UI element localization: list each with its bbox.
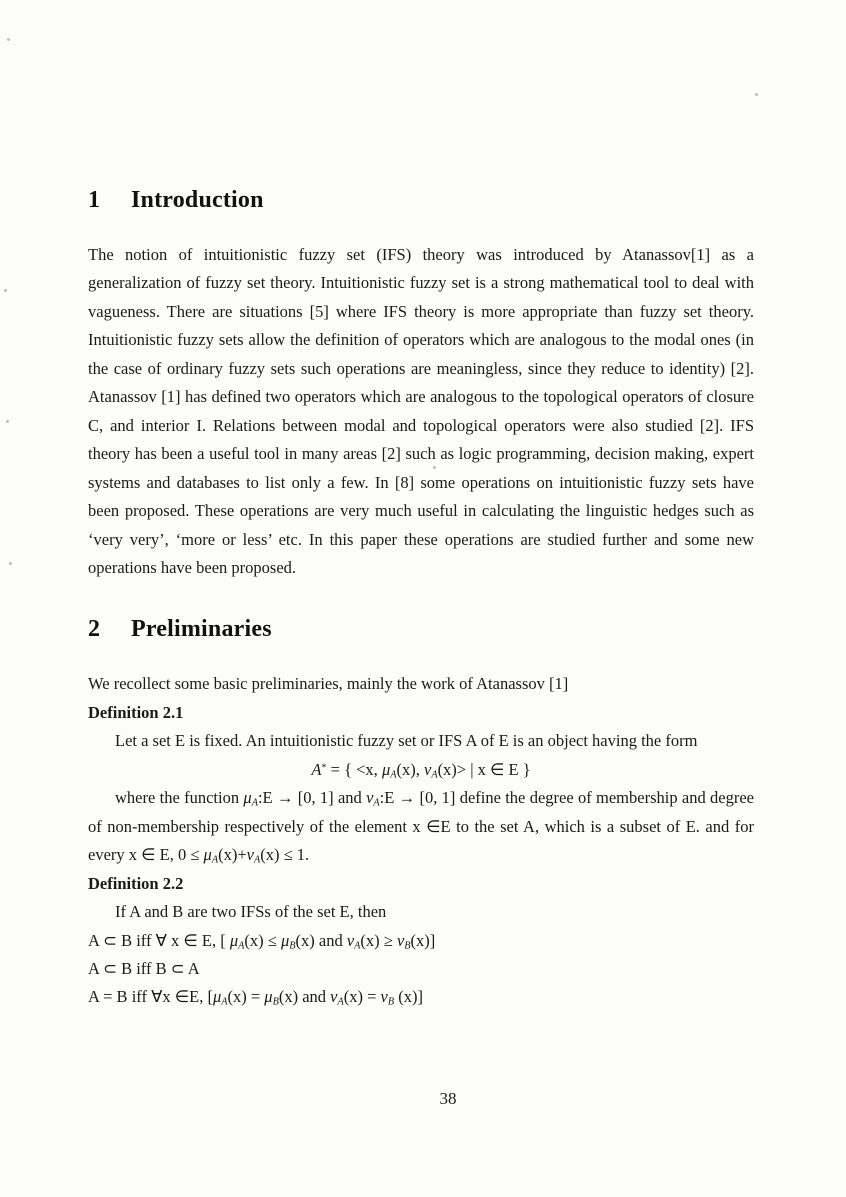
section-1-heading (88, 186, 754, 214)
subset-condition-formula: A ⊂ B iff ∀ x ∈ E, [ $\mu_A(x) \le \mu_B(x)$ and $\nu_A(x) \ge \nu_B(x)$] (88, 930, 436, 952)
introduction-paragraph: The notion of intuitionistic fuzzy set (IFS) theory was introduced by Atanassov[1] as a generalization of fuzzy set theory. Intuitionistic fuzzy set is a strong mathematical tool to deal with vagueness. There are situations [5] where IFS theory is more appropriate than fuzzy set theory. Intuitionistic fuzzy sets allow the definition of operators which are analogous to the modal ones (in the case of ordinary fuzzy sets such operations are meaningless, since they reduce to identity) [2]. Atanassov [1] has defined two operators which are analogous to the topological operators of closure C, and interior I. Relations between modal and topological operators were also studied [2]. IFS theory has been a useful tool in many areas [2] such as logic programming, decision making, expert systems and databases to list only a few. In [8] some operations on intuitionistic fuzzy sets have been proposed. These operations are very much useful in calculating the linguistic hedges such as ‘very very’, ‘more or less’ etc. In this paper these operations are studied further and some new operations have been proposed. (88, 245, 754, 577)
ifs-set-formula: A* = { <x, $\mu_A(x)$, $\nu_A(x)>$ | x ∈ E } (311, 759, 531, 781)
scan-speck (755, 93, 758, 96)
scan-speck (7, 38, 10, 41)
section-1-title: Introduction (131, 187, 264, 213)
scan-speck (433, 466, 436, 469)
scan-speck (6, 420, 9, 423)
membership-function-paragraph: where the function $\mu_A:E \to [0$, 1] and $\nu_A:E \to [0$, 1] define the degree of membership and degree of non-membership respectively of the element x ∈E to the set A, which is a subset of E. and for every x ∈ E, $0 \le \mu_A(x)+\nu_A(x) \le 1$. (88, 788, 754, 866)
text-column (88, 0, 754, 1012)
definition-2-2-intro: If A and B are two IFSs of the set E, then (115, 902, 387, 922)
superset-condition-formula: A ⊂ B iff B ⊂ A (88, 958, 200, 978)
page-number: 38 (439, 1089, 457, 1108)
definition-2-2-heading: Definition 2.2 (88, 873, 184, 893)
equality-condition-formula: A = B iff ∀x ∈E, [$\mu_A(x) = \mu_B(x)$ and $\nu_A(x) = \nu_B$ (x)] (88, 987, 423, 1008)
scan-speck (4, 289, 7, 292)
section-1-number: 1 (88, 187, 101, 213)
definition-2-1-body: Let a set E is fixed. An intuitionistic fuzzy set or IFS A of E is an object having the form (115, 731, 698, 751)
section-2-title: Preliminaries (131, 616, 272, 643)
definition-2-1-heading: Definition 2.1 (88, 702, 184, 722)
section-2-number: 2 (88, 616, 101, 643)
preliminaries-lead: We recollect some basic preliminaries, mainly the work of Atanassov [1] (88, 674, 569, 694)
section-2-heading (88, 615, 754, 643)
scan-speck (9, 562, 12, 565)
